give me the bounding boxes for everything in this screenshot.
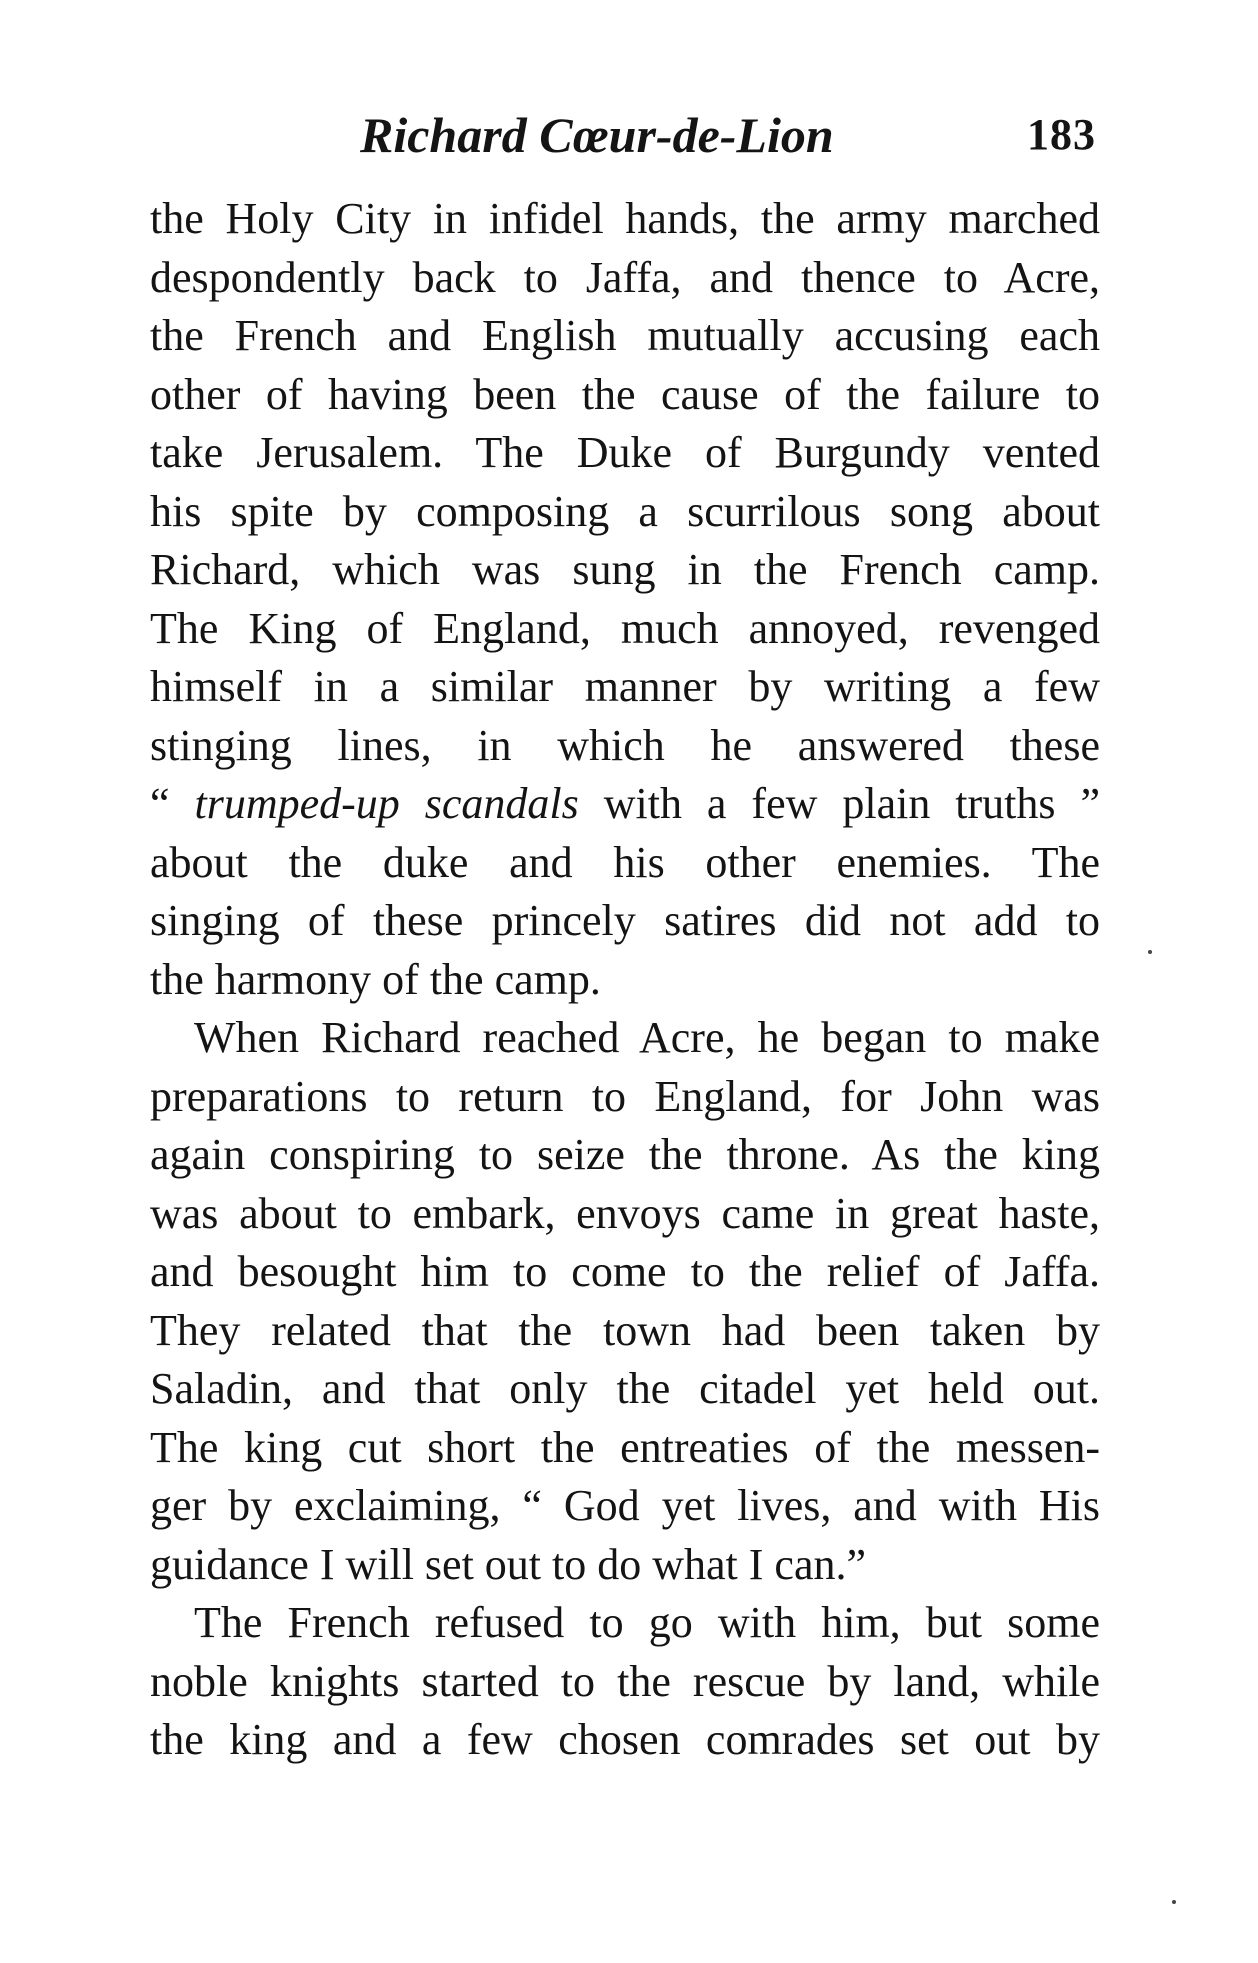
text-line: his spite by composing a scurrilous song about: [150, 486, 1100, 536]
page-number: 183: [1027, 110, 1096, 159]
body-text: [150, 190, 1100, 1770]
text-line-mixed: [150, 775, 1100, 834]
text-line: despondently back to Jaffa, and thence to Acre,: [150, 252, 1100, 302]
line-remainder: with a few plain truths ”: [578, 779, 1101, 828]
text-line: noble knights started to the rescue by land, while: [150, 1656, 1100, 1706]
text-line: The King of England, much annoyed, revenged: [150, 603, 1100, 653]
text-line: again conspiring to seize the throne. As the king: [150, 1130, 1100, 1179]
text-line: himself in a similar manner by writing a few: [150, 662, 1100, 711]
text-line: Richard, which was sung in the French camp.: [150, 545, 1100, 594]
paragraph-last-line: guidance I will set out to do what I can.”: [150, 1539, 867, 1589]
text-line: stinging lines, in which he answered these: [150, 720, 1100, 770]
text-line: and besought him to come to the relief of Jaffa.: [150, 1247, 1100, 1296]
paragraph-first-line: When Richard reached Acre, he began to make: [194, 1013, 1100, 1062]
italic-phrase: trumped-up scandals: [194, 779, 579, 828]
running-title: Richard Cœur-de-Lion: [360, 107, 834, 163]
text-line: about the duke and his other enemies. The: [150, 837, 1100, 887]
text-line: was about to embark, envoys came in great haste,: [150, 1188, 1100, 1238]
text-line: singing of these princely satires did not add to: [150, 896, 1100, 945]
text-line: Saladin, and that only the citadel yet held out.: [150, 1364, 1100, 1413]
text-line: the French and English mutually accusing each: [150, 311, 1100, 360]
text-line: the Holy City in infidel hands, the army marched: [150, 194, 1100, 243]
text-line: other of having been the cause of the failure to: [150, 369, 1100, 419]
text-line: preparations to return to England, for John was: [150, 1071, 1100, 1121]
open-quote: “: [150, 779, 195, 828]
paragraph-first-line: The French refused to go with him, but some: [194, 1598, 1100, 1647]
text-line: ger by exclaiming, “ God yet lives, and with His: [150, 1481, 1100, 1530]
text-line: the king and a few chosen comrades set out by: [150, 1715, 1100, 1764]
running-head: [150, 100, 1100, 170]
ink-speck: [1172, 1900, 1176, 1904]
text-line: The king cut short the entreaties of the messen-: [150, 1422, 1100, 1472]
paragraph-last-line: the harmony of the camp.: [150, 954, 601, 1004]
ink-speck: [1148, 950, 1152, 954]
text-line: take Jerusalem. The Duke of Burgundy vented: [150, 428, 1100, 477]
text-line: They related that the town had been taken by: [150, 1305, 1100, 1355]
